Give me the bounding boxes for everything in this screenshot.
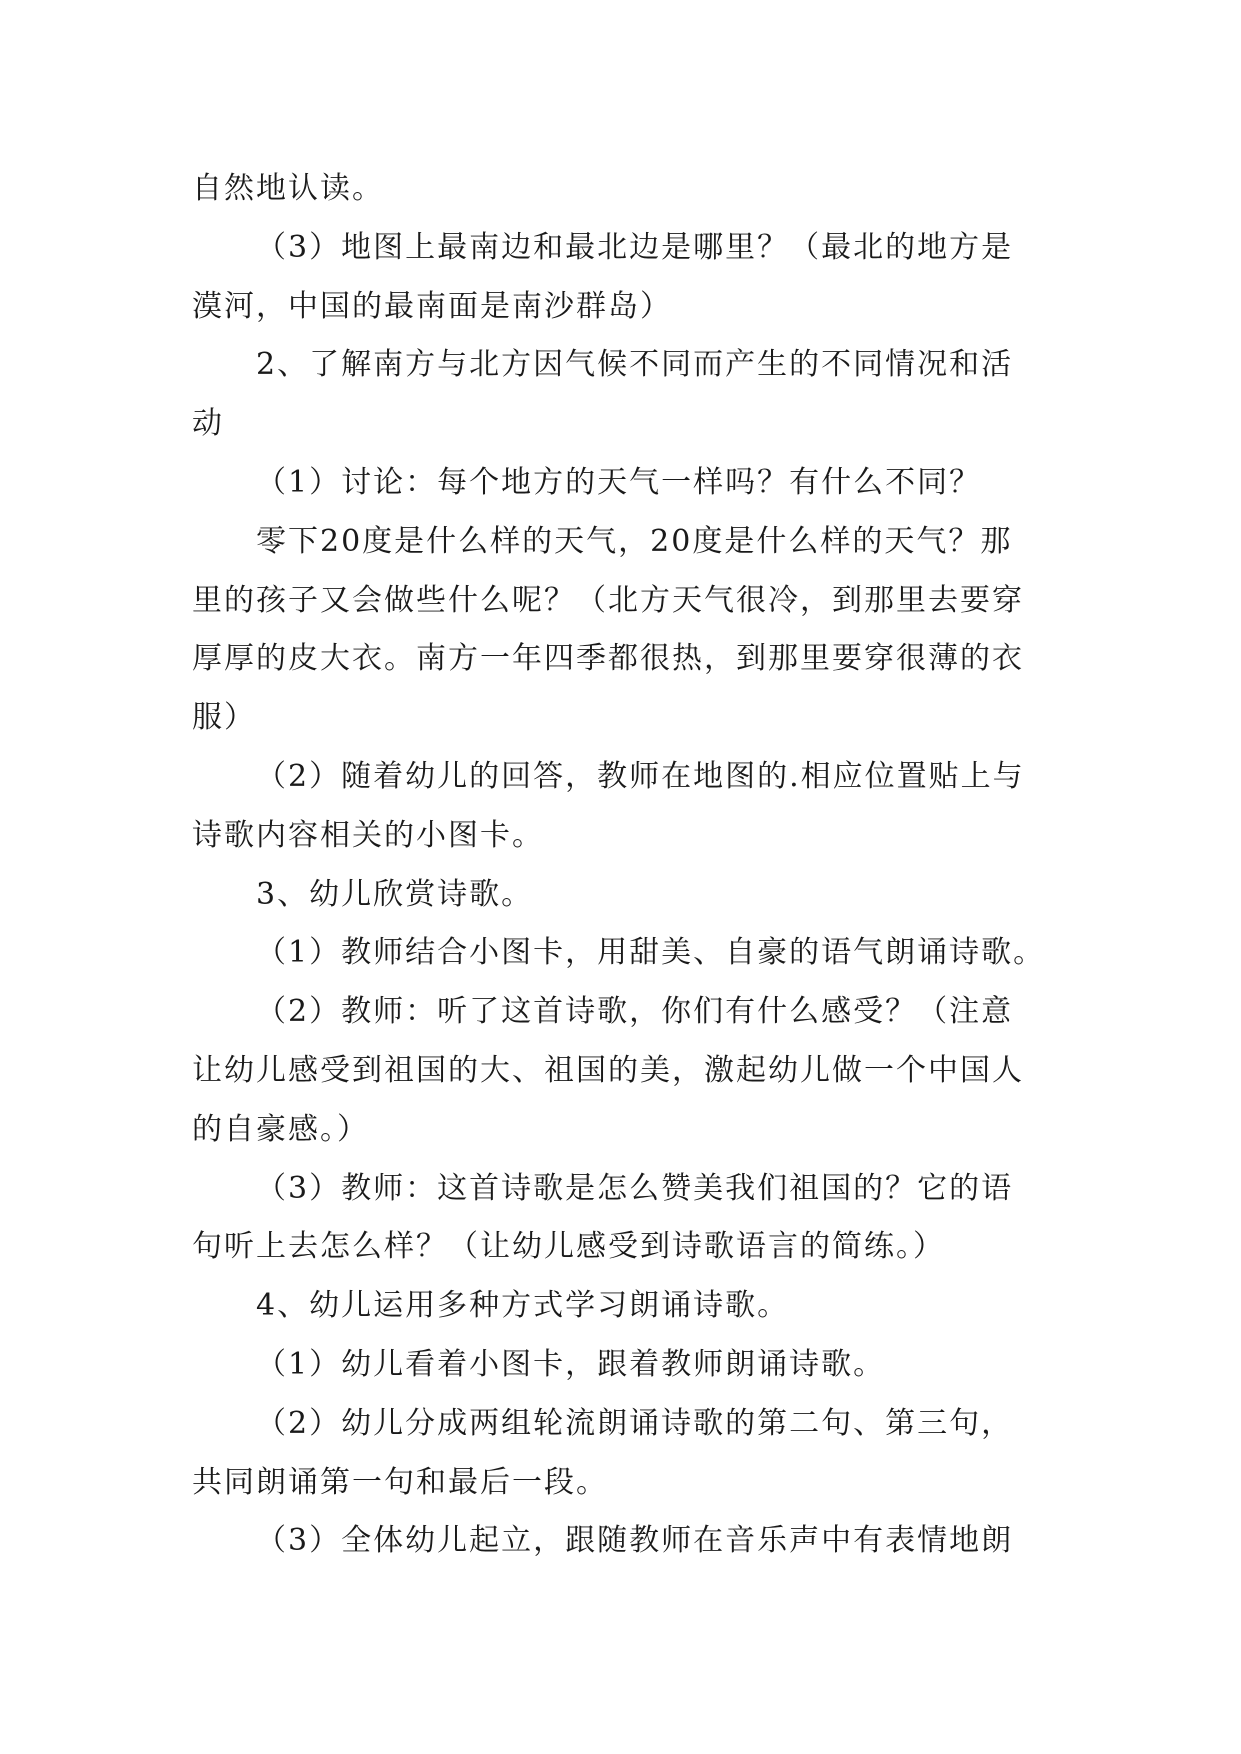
text-line: 让幼儿感受到祖国的大、祖国的美，激起幼儿做一个中国人 xyxy=(192,1052,1024,1088)
text-line: （1）讨论：每个地方的天气一样吗？有什么不同？ xyxy=(256,464,982,500)
text-line: 共同朗诵第一句和最后一段。 xyxy=(192,1464,608,1500)
text-line: 2、了解南方与北方因气候不同而产生的不同情况和活 xyxy=(256,347,1014,383)
text-line: 服） xyxy=(192,700,256,736)
text-line: 里的孩子又会做些什么呢？（北方天气很冷，到那里去要穿 xyxy=(192,582,1024,618)
paragraph xyxy=(192,1512,1060,1571)
paragraph xyxy=(192,924,1060,983)
paragraph xyxy=(192,983,1060,1159)
paragraph xyxy=(192,1160,1060,1278)
paragraph xyxy=(192,1277,1060,1336)
text-line: （2）教师：听了这首诗歌，你们有什么感受？（注意 xyxy=(256,994,1014,1030)
text-line: （3）教师：这首诗歌是怎么赞美我们祖国的？它的语 xyxy=(256,1170,1014,1206)
paragraph xyxy=(192,336,1060,454)
document-body xyxy=(192,160,1060,1571)
text-line: 诗歌内容相关的小图卡。 xyxy=(192,817,544,853)
text-line: 零下20度是什么样的天气，20度是什么样的天气？那 xyxy=(256,523,1013,559)
paragraph xyxy=(192,1395,1060,1513)
paragraph xyxy=(192,1336,1060,1395)
paragraph xyxy=(192,454,1060,513)
text-line: （2）幼儿分成两组轮流朗诵诗歌的第二句、第三句， xyxy=(256,1405,1014,1441)
paragraph xyxy=(192,866,1060,925)
paragraph xyxy=(192,219,1060,337)
text-line: （2）随着幼儿的回答，教师在地图的.相应位置贴上与 xyxy=(256,758,1025,794)
text-line: （1）教师结合小图卡，用甜美、自豪的语气朗诵诗歌。 xyxy=(256,935,1046,971)
text-line: （1）幼儿看着小图卡，跟着教师朗诵诗歌。 xyxy=(256,1346,886,1382)
text-line: 厚厚的皮大衣。南方一年四季都很热，到那里要穿很薄的衣 xyxy=(192,641,1024,677)
paragraph xyxy=(192,748,1060,866)
text-line: （3）全体幼儿起立，跟随教师在音乐声中有表情地朗 xyxy=(256,1523,1014,1559)
text-line: 动 xyxy=(192,406,224,442)
text-line: （3）地图上最南边和最北边是哪里？（最北的地方是 xyxy=(256,229,1014,265)
paragraph xyxy=(192,160,1060,219)
text-line: 4、幼儿运用多种方式学习朗诵诗歌。 xyxy=(256,1288,790,1324)
text-line: 3、幼儿欣赏诗歌。 xyxy=(256,876,534,912)
text-line: 自然地认读。 xyxy=(192,171,384,206)
text-line: 漠河，中国的最南面是南沙群岛） xyxy=(192,288,672,324)
text-line: 句听上去怎么样？（让幼儿感受到诗歌语言的简练。） xyxy=(192,1229,945,1265)
paragraph xyxy=(192,513,1060,748)
text-line: 的自豪感。） xyxy=(192,1111,369,1147)
